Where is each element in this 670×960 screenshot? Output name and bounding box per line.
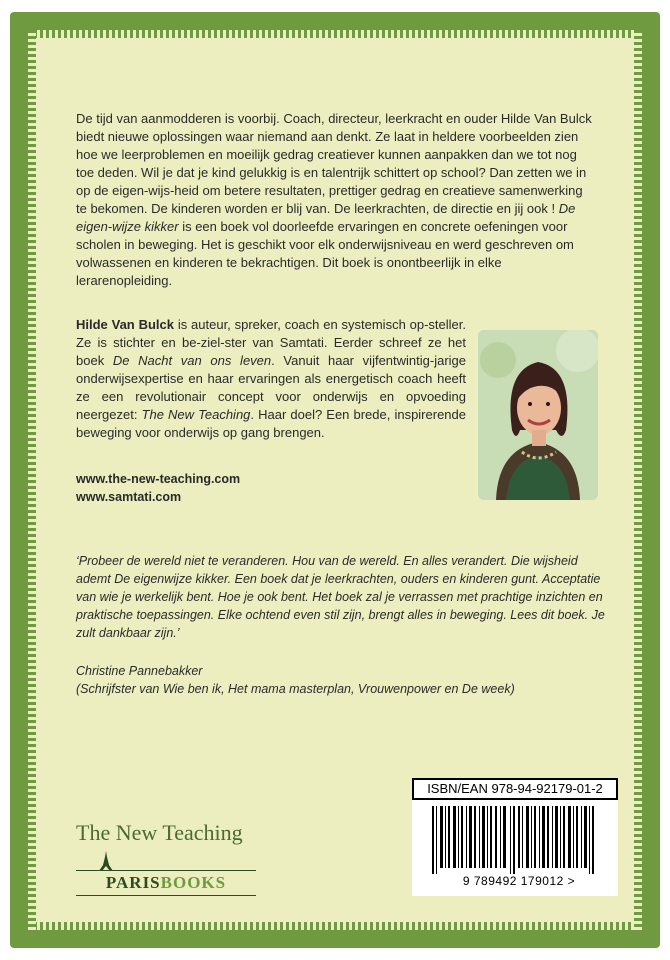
publisher-logo-part1: PARIS — [105, 873, 161, 892]
book-title: De eigen-wijze kikker — [76, 201, 576, 234]
barcode-icon — [428, 806, 604, 874]
publisher-logo — [76, 870, 256, 896]
intro-paragraph — [76, 110, 596, 290]
bio-text-a: is auteur, spreker, coach en systemisch op-steller. Ze is stichter en be-ziel-ster van Samtati. Eerder schreef ze het boek — [76, 317, 466, 368]
website-links — [76, 470, 376, 506]
author-photo — [478, 330, 598, 500]
decorative-border-bottom — [28, 922, 642, 930]
author-name: Hilde Van Bulck — [76, 317, 174, 332]
eiffel-tower-icon — [98, 851, 114, 871]
quote-author-note: (Schrijfster van Wie ben ik, Het mama masterplan, Vrouwenpower en De week) — [76, 682, 515, 696]
brand-logo-text: The New Teaching — [76, 820, 243, 845]
decorative-border-left — [28, 30, 36, 930]
decorative-border-right — [634, 30, 642, 930]
barcode-digits: 9 789492 179012 > — [462, 874, 576, 888]
isbn-barcode-box — [412, 778, 618, 896]
quote-author: Christine Pannebakker — [76, 664, 203, 678]
intro-text-b: is een boek vol doorleefde ervaringen en concrete oefeningen voor scholen in beweging. Het is geschikt voor elk onderwijsniveau en werd geschreven om volwassenen en kinderen te bekrachtigen. Dit boek is onontbeerlijk in elke lerarenopleiding. — [76, 219, 574, 288]
quote-attribution — [76, 662, 596, 698]
author-bio — [76, 316, 466, 442]
bio-text-b: . Vanuit haar vijfentwintig-jarige onderwijsexpertise en haar ervaringen als energetisch coach heeft ze een revolutionair concept voor onderwijs en opvoeding neergezet: — [76, 353, 466, 422]
decorative-border-top — [28, 30, 642, 38]
previous-book-title: De Nacht van ons leven — [112, 353, 272, 368]
author-portrait-illustration — [478, 330, 598, 500]
isbn-label: ISBN/EAN 978-94-92179-01-2 — [412, 778, 618, 800]
endorsement-quote: ‘Probeer de wereld niet te veranderen. Hou van de wereld. En alles verandert. Die wijsheid ademt De eigenwijze kikker. Een boek dat je leerkrachten, ouders en kinderen gunt. Acceptatie van wie je werkelijk bent. Hoe je ook bent. Het boek zal je verrassen met prachtige inzichten en praktische toepassingen. Elke ochtend even stil zijn, brengt alles in beweging. Lees dit boek. Je zult dankbaar zijn.’ — [76, 554, 605, 640]
link-samtati[interactable]: www.samtati.com — [76, 490, 182, 504]
concept-name: The New Teaching — [141, 407, 251, 422]
bio-text-c: . Haar doel? Een brede, inspirerende beweging voor onderwijs op gang brengen. — [76, 407, 466, 440]
intro-text-a: De tijd van aanmodderen is voorbij. Coach, directeur, leerkracht en ouder Hilde Van Bulck biedt nieuwe oplossingen waar niemand aan denkt. Ze laat in heldere voorbeelden zien hoe we leerproblemen en moeilijk gedrag creatiever kunnen aanpakken dan we tot nog toe deden. Wil je dat je kind gelukkig is en talentrijk schittert op school? Dan zetten we in op de eigen-wijs-heid om betere resultaten, prettiger gedrag en creatieve samenwerking te bekomen. De kinderen worden er blij van. De leerkrachten, de directie en jij ook ! — [76, 111, 592, 216]
publisher-logo-part2: BOOKS — [160, 873, 227, 892]
link-the-new-teaching[interactable]: www.the-new-teaching.com — [76, 472, 241, 486]
